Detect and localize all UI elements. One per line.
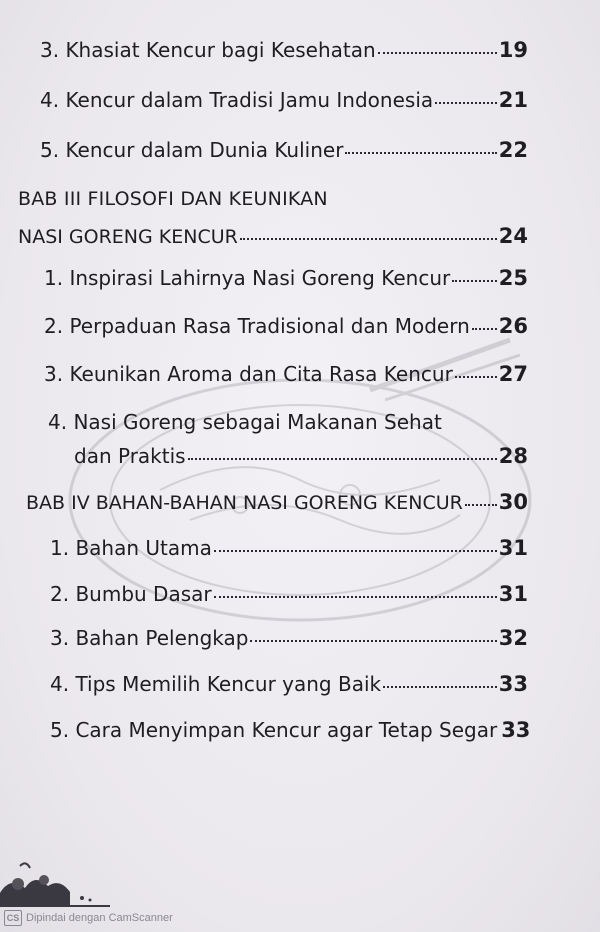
toc-page-number: 32 [498, 626, 528, 650]
toc-entry [50, 626, 528, 650]
chapter-heading-continued: NASI GORENG KENCUR [18, 226, 238, 248]
leader-dots [188, 457, 497, 460]
toc-page-number: 24 [498, 224, 528, 248]
toc-page-number: 22 [498, 138, 528, 162]
toc-entry-label: 5. Cara Menyimpan Kencur agar Tetap Segar [50, 718, 498, 742]
camscanner-text: Dipindai dengan CamScanner [26, 912, 173, 924]
toc-entry-label: 2. Perpaduan Rasa Tradisional dan Modern [44, 314, 470, 338]
toc-chapter-entry [26, 490, 528, 514]
chapter-heading: BAB IV BAHAN-BAHAN NASI GORENG KENCUR [26, 492, 463, 514]
toc-entry-label-continued: dan Praktis [74, 444, 186, 468]
toc-entry [44, 266, 528, 290]
toc-page-number: 27 [498, 362, 528, 386]
toc-entry [50, 672, 528, 696]
toc-entry [44, 362, 528, 386]
toc-entry [40, 38, 528, 62]
toc-entry-label: 3. Keunikan Aroma dan Cita Rasa Kencur [44, 362, 453, 386]
toc-entry-label: 5. Kencur dalam Dunia Kuliner [40, 138, 344, 162]
leader-dots [214, 595, 497, 598]
leader-dots [383, 685, 497, 688]
toc-entry [44, 314, 528, 338]
toc-page-number: 33 [501, 718, 531, 742]
leader-dots [472, 327, 497, 330]
leader-dots [465, 503, 497, 506]
toc-page-number: 30 [498, 490, 528, 514]
toc-entry-label: 1. Inspirasi Lahirnya Nasi Goreng Kencur [44, 266, 451, 290]
toc-entry-label: 3. Bahan Pelengkap [50, 626, 249, 650]
toc-page-number: 19 [498, 38, 528, 62]
toc-entry [50, 582, 528, 606]
toc-page-number: 31 [498, 536, 528, 560]
camscanner-logo: CS [4, 910, 22, 926]
toc-page-number: 26 [498, 314, 528, 338]
toc-entry-label: 1. Bahan Utama [50, 536, 212, 560]
leader-dots [452, 279, 497, 282]
toc-entry-label: 3. Khasiat Kencur bagi Kesehatan [40, 38, 376, 62]
toc-entry [74, 444, 528, 468]
toc-entry [40, 138, 528, 162]
leader-dots [435, 101, 497, 104]
toc-entry-label: 2. Bumbu Dasar [50, 582, 212, 606]
leader-dots [214, 549, 497, 552]
toc-entry-label: 4. Tips Memilih Kencur yang Baik [50, 672, 382, 696]
leader-dots [250, 639, 496, 642]
leader-dots [378, 51, 497, 54]
toc-entry-line1 [48, 410, 442, 434]
toc-page-number: 28 [498, 444, 528, 468]
toc-entry [50, 718, 531, 742]
chapter-heading: BAB III FILOSOFI DAN KEUNIKAN [18, 188, 328, 210]
toc-entry-label: 4. Nasi Goreng sebagai Makanan Sehat [48, 410, 442, 434]
leader-dots [240, 237, 497, 240]
toc-entry-label: 4. Kencur dalam Tradisi Jamu Indonesia [40, 88, 434, 112]
toc-page-number: 21 [498, 88, 528, 112]
leader-dots [345, 151, 496, 154]
toc-page-number: 25 [498, 266, 528, 290]
footer-ornament-illustration [0, 858, 110, 908]
toc-entry [50, 536, 528, 560]
leader-dots [455, 375, 497, 378]
toc-page-number: 33 [498, 672, 528, 696]
toc-page-number: 31 [498, 582, 528, 606]
toc-chapter-entry [18, 224, 528, 248]
toc-entry [40, 88, 528, 112]
camscanner-watermark [4, 910, 173, 926]
